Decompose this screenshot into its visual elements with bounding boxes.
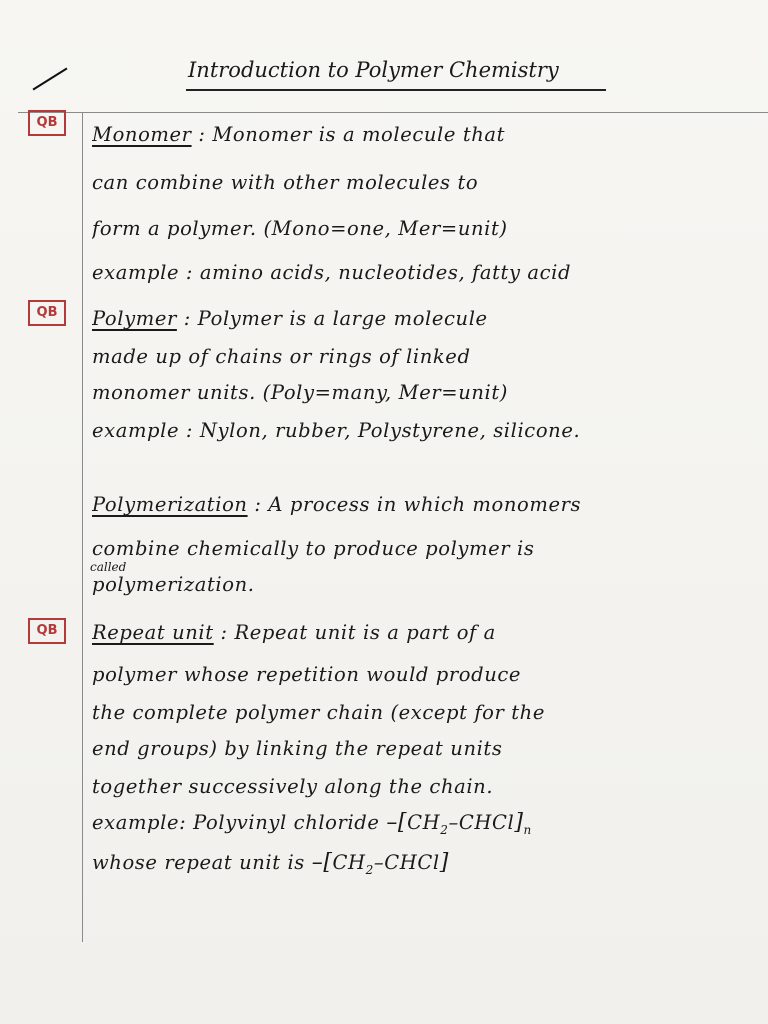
repeat-unit-line-3: the complete polymer chain (except for the [92,701,545,724]
example-prefix: example: Polyvinyl chloride [92,811,380,834]
polymer-text-1: Polymer is a large molecule [197,307,488,330]
qb-badge-polymer: QB [28,300,66,326]
margin-line [82,112,83,942]
polymerization-line-1: Polymerization : A process in which monomers [92,493,582,516]
repeat-unit-line-4: end groups) by linking the repeat units [92,737,503,760]
page-title: Introduction to Polymer Chemistry [188,58,559,82]
title-underline [186,89,606,91]
repeat-unit-formula-line [92,848,756,885]
polymer-line-3: monomer units. (Poly=many, Mer=unit) [92,381,509,404]
repeat-unit-text-1: Repeat unit is a part of a [234,621,496,644]
polymerization-term: Polymerization [92,493,248,516]
pvc-repeat-unit-formula: $-[CH_2-CHCl]$ [311,850,449,877]
polymerization-line-3: polymerization. [92,573,255,596]
polymer-term: Polymer [92,307,177,330]
polymerization-line-2: combine chemically to produce polymer is [92,537,535,560]
monomer-line-2: can combine with other molecules to [92,171,479,194]
repeat-unit-term: Repeat unit [92,621,214,644]
repeat-unit-line-1: Repeat unit : Repeat unit is a part of a [92,621,496,644]
repeat-unit-line-5: together successively along the chain. [92,775,494,798]
repeat-unit-line-2: polymer whose repetition would produce [92,663,522,686]
monomer-example: example : amino acids, nucleotides, fatty acid [92,261,572,284]
polymerization-insert-word: called [90,560,127,574]
polymer-line-2: made up of chains or rings of linked [92,345,471,368]
monomer-line-1: Monomer : Monomer is a molecule that [92,123,506,146]
monomer-line-3: form a polymer. (Mono=one, Mer=unit) [92,217,508,240]
polymerization-text-1: A process in which monomers [268,493,582,516]
polymer-line-1: Polymer : Polymer is a large molecule [92,307,488,330]
qb-badge-repeat-unit: QB [28,618,66,644]
monomer-text-1: Monomer is a molecule that [212,123,506,146]
pvc-polymer-formula: $-[CH_2-CHCl]_n$ [386,810,532,837]
top-rule-line [18,112,768,113]
repeat-prefix: whose repeat unit is [92,851,305,874]
monomer-term: Monomer [92,123,192,146]
polymer-example: example : Nylon, rubber, Polystyrene, silicone. [92,419,581,442]
repeat-unit-example [92,808,756,845]
pen-slash-mark [33,68,68,91]
qb-badge-monomer: QB [28,110,66,136]
